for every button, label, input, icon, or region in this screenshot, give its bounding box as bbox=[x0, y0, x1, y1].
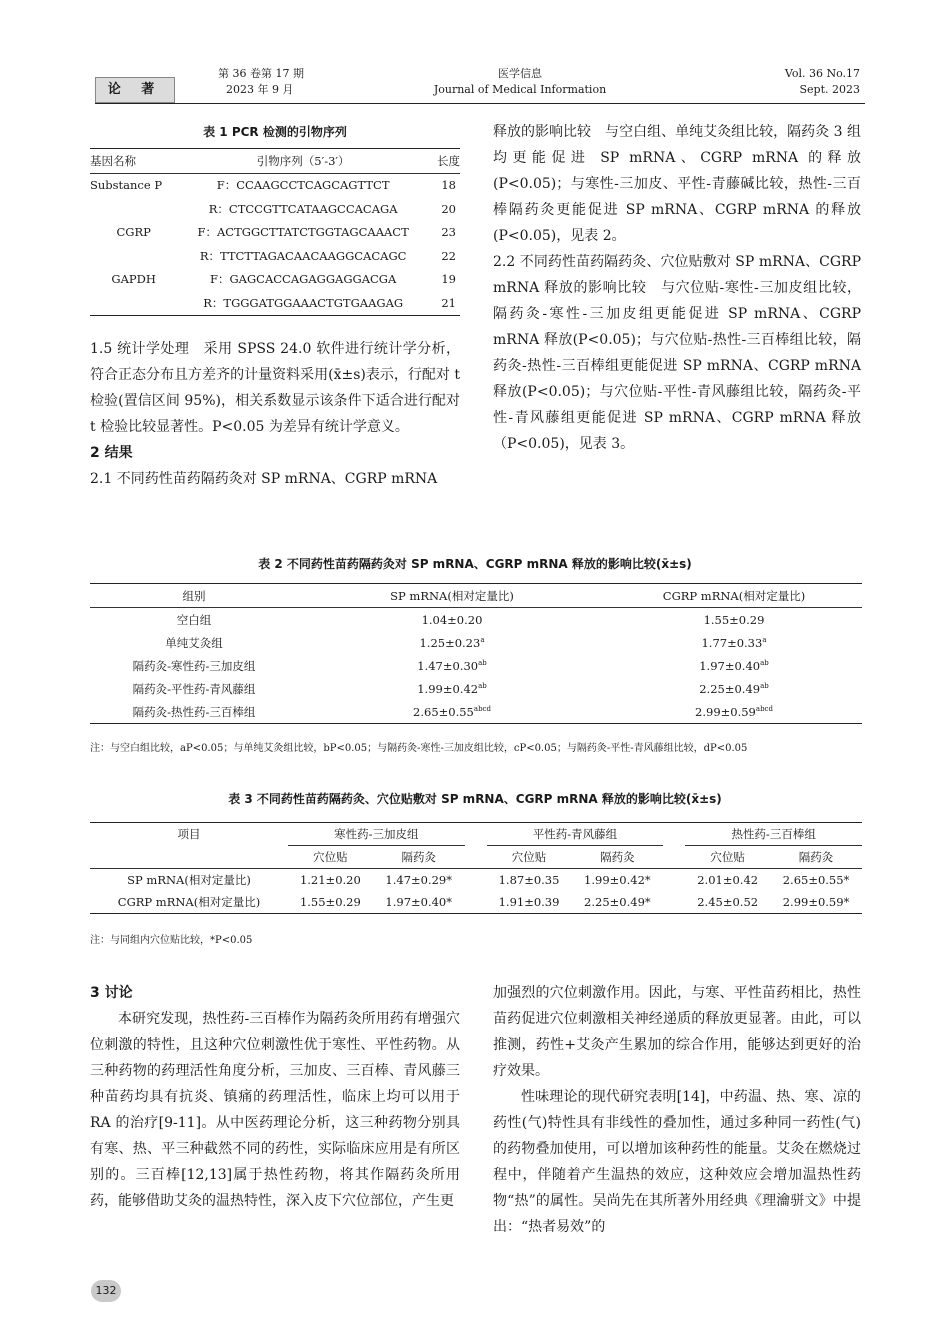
sp-sup: a bbox=[480, 635, 485, 644]
discussion-right bbox=[493, 980, 861, 1240]
sp-sup: ab bbox=[478, 658, 487, 667]
table-row bbox=[90, 221, 460, 245]
item-cell: SP mRNA(相对定量比) bbox=[127, 873, 251, 887]
group-cell: 隔药灸-寒性药-三加皮组 bbox=[132, 658, 256, 673]
len-cell: 22 bbox=[441, 248, 456, 263]
table-row bbox=[90, 869, 862, 892]
table1 bbox=[90, 148, 460, 316]
table1-header-row bbox=[90, 149, 460, 174]
journal-en: Journal of Medical Information bbox=[433, 83, 607, 96]
section-tag: 论 著 bbox=[95, 77, 175, 103]
value-cell: 1.47±0.29* bbox=[385, 873, 453, 887]
discussion-right-paragraph-2: 性味理论的现代研究表明[14]，中药温、热、寒、凉的药性(气)特性具有非线性的叠加性，通过多种同一药性(气)的药物叠加使用，可以增加该种药性的能量。艾灸在燃烧过程中，伴随着产生温热的效应，这种效应会增加温热性药物“热”的属性。吴尚先在其所著外用经典《理瀹骈文》中提出：“热者易效”的 bbox=[493, 1089, 861, 1235]
gene-cell: CGRP bbox=[116, 225, 151, 240]
discussion-left-paragraph: 本研究发现，热性药-三百棒作为隔药灸所用药有增强穴位刺激的特性，且这种穴位刺激性优于寒性、平性药物。从三种药物的药理活性角度分析，三加皮、三百棒、青风藤三种苗药均具有抗炎、镇痛的药理活性，临床上均可以用于 RA 的治疗[9-11]。从中医药理论分析，这三种药物分别具有寒、热、平三种截然不同的药性，实际临床应用是有所区别的。三百棒[12,13]属于热性药物，将其作隔药灸所用药，能够借助艾灸的温热特性，深入皮下穴位部位，产生更 bbox=[90, 1011, 460, 1209]
table3-sub: 隔药灸 bbox=[798, 850, 834, 864]
results-2-1-cont: 释放的影响比较 与空白组、单纯艾灸组比较，隔药灸 3 组均更能促进 SP mRNA、CGRP mRNA 的释放(P<0.05)；与寒性-三加皮、平性-青藤碱比较，热性-三百棒隔药灸更能促进 SP mRNA、CGRP mRNA 的释放(P<0.05)，见表 2。 bbox=[493, 124, 861, 244]
table-row bbox=[90, 700, 862, 724]
table1-h-gene: 基因名称 bbox=[90, 153, 136, 168]
len-cell: 23 bbox=[441, 225, 456, 240]
cgrp-sup: a bbox=[762, 635, 767, 644]
table1-h-len: 长度 bbox=[437, 153, 460, 168]
table3-sub: 穴位贴 bbox=[511, 850, 547, 864]
table3 bbox=[90, 822, 862, 914]
table2-h-sp: SP mRNA(相对定量比) bbox=[390, 588, 514, 603]
page-number: 132 bbox=[91, 1280, 121, 1302]
seq-cell: R：TGGGATGGAAACTGTGAAGAG bbox=[203, 295, 404, 310]
volume-cn: 第 36 卷第 17 期 bbox=[218, 67, 304, 80]
table3-sub: 穴位贴 bbox=[313, 850, 348, 864]
table2-header-row bbox=[90, 584, 862, 608]
group-cell: 空白组 bbox=[176, 612, 212, 627]
gene-cell: GAPDH bbox=[111, 272, 156, 287]
table-row bbox=[90, 654, 862, 677]
value-cell: 1.99±0.42* bbox=[584, 873, 651, 887]
value-cell: 1.87±0.35 bbox=[498, 873, 560, 887]
sp-sup: abcd bbox=[473, 704, 491, 713]
table3-sub: 隔药灸 bbox=[600, 850, 635, 864]
seq-cell: F：GAGCACCAGAGGAGGACGA bbox=[209, 272, 397, 287]
seq-cell: R：TTCTTAGACAACAAGGCACAGC bbox=[199, 248, 407, 263]
seq-cell: F：ACTGGCTTATCTGGTAGCAAACT bbox=[197, 225, 409, 240]
table3-sub: 穴位贴 bbox=[710, 850, 745, 864]
right-column bbox=[493, 119, 861, 457]
cgrp-sup: abcd bbox=[755, 704, 773, 713]
value-cell: 1.55±0.29 bbox=[299, 895, 361, 909]
table-row bbox=[90, 631, 862, 654]
results-2-1-start: 2.1 不同药性苗药隔药灸对 SP mRNA、CGRP mRNA bbox=[90, 471, 438, 487]
sp-value: 1.04±0.20 bbox=[421, 612, 483, 627]
sp-value: 1.99±0.42 bbox=[417, 681, 479, 696]
cgrp-value: 1.55±0.29 bbox=[703, 612, 765, 627]
stats-paragraph: 1.5 统计学处理 采用 SPSS 24.0 软件进行统计学分析，符合正态分布且方差齐的计量资料采用(x̄±s)表示，行配对 t 检验(置信区间 95%)，相关系数显示该条件下适合进行配对 t 检验比较显著性。P<0.05 为差异有统计学意义。 bbox=[90, 341, 460, 435]
sp-value: 1.47±0.30 bbox=[417, 658, 479, 673]
len-cell: 18 bbox=[441, 178, 456, 193]
group-cell: 单纯艾灸组 bbox=[165, 635, 223, 650]
gene-cell bbox=[90, 291, 177, 315]
table-row bbox=[90, 677, 862, 700]
table-row bbox=[90, 173, 460, 197]
table-row bbox=[90, 891, 862, 914]
cgrp-sup: ab bbox=[760, 681, 769, 690]
table-row bbox=[90, 244, 460, 268]
discussion-right-paragraph-1: 加强烈的穴位刺激作用。因此，与寒、平性苗药相比，热性苗药促进穴位刺激相关神经递质的释放更显著。由此，可以推测，药性+艾灸产生累加的综合作用，能够达到更好的治疗效果。 bbox=[493, 985, 861, 1079]
table-row bbox=[90, 291, 460, 315]
discussion-left bbox=[90, 980, 460, 1214]
table3-sub: 隔药灸 bbox=[401, 850, 436, 864]
table2 bbox=[90, 583, 862, 724]
value-cell: 2.99±0.59* bbox=[782, 895, 850, 909]
date-en: Sept. 2023 bbox=[799, 83, 860, 96]
left-column bbox=[90, 336, 460, 492]
table-row bbox=[90, 268, 460, 292]
gene-cell: Substance P bbox=[90, 178, 163, 193]
len-cell: 19 bbox=[441, 272, 456, 287]
item-cell: CGRP mRNA(相对定量比) bbox=[117, 895, 261, 909]
sp-sup: ab bbox=[478, 681, 487, 690]
table3-h-item: 项目 bbox=[177, 827, 201, 841]
cgrp-value: 2.99±0.59 bbox=[695, 704, 756, 719]
value-cell: 1.91±0.39 bbox=[498, 895, 560, 909]
header-rule bbox=[95, 103, 865, 104]
len-cell: 21 bbox=[441, 295, 456, 310]
len-cell: 20 bbox=[441, 201, 456, 216]
cgrp-value: 1.77±0.33 bbox=[701, 635, 763, 650]
table3-group-row bbox=[90, 823, 862, 846]
date-cn: 2023 年 9 月 bbox=[226, 83, 294, 96]
table2-caption: 表 2 不同药性苗药隔药灸对 SP mRNA、CGRP mRNA 释放的影响比较(x̄±s) bbox=[258, 557, 692, 571]
group-cell: 隔药灸-平性药-青风藤组 bbox=[132, 681, 256, 696]
results-2-2: 2.2 不同药性苗药隔药灸、穴位贴敷对 SP mRNA、CGRP mRNA 释放的影响比较 与穴位贴-寒性-三加皮组比较，隔药灸-寒性-三加皮组更能促进 SP mRNA、CGRP mRNA 释放(P<0.05)；与穴位贴-热性-三百棒组比较，隔药灸-热性-三百棒组更能促进 SP mRNA、CGRP mRNA 释放(P<0.05)；与穴位贴-平性-青风藤组比较，隔药灸-平性-青风藤组更能促进 SP mRNA、CGRP mRNA 释放（P<0.05)，见表 3。 bbox=[493, 254, 861, 452]
value-cell: 2.65±0.55* bbox=[782, 873, 850, 887]
table3-h-group-hot: 热性药-三百棒组 bbox=[685, 823, 862, 846]
table2-h-group: 组别 bbox=[182, 588, 206, 603]
seq-cell: F：CCAAGCCTCAGCAGTTCT bbox=[216, 178, 390, 193]
cgrp-sup: ab bbox=[760, 658, 769, 667]
value-cell: 1.21±0.20 bbox=[299, 873, 361, 887]
table1-h-seq: 引物序列（5′-3′） bbox=[256, 153, 350, 168]
table-row bbox=[90, 197, 460, 221]
table1-caption: 表 1 PCR 检测的引物序列 bbox=[203, 125, 347, 139]
table3-h-group-neutral: 平性药-青风藤组 bbox=[487, 823, 664, 846]
cgrp-value: 1.97±0.40 bbox=[699, 658, 761, 673]
table2-h-cgrp: CGRP mRNA(相对定量比) bbox=[662, 588, 806, 603]
journal-cn: 医学信息 bbox=[498, 67, 542, 80]
table-row bbox=[90, 608, 862, 632]
value-cell: 2.45±0.52 bbox=[697, 895, 759, 909]
gene-cell bbox=[90, 244, 177, 268]
results-heading: 2 结果 bbox=[90, 445, 133, 461]
group-cell: 隔药灸-热性药-三百棒组 bbox=[132, 704, 256, 719]
table2-note: 注：与空白组比较，aP<0.05；与单纯艾灸组比较，bP<0.05；与隔药灸-寒性-三加皮组比较，cP<0.05；与隔药灸-平性-青风藤组比较，dP<0.05 bbox=[90, 743, 748, 754]
sp-value: 2.65±0.55 bbox=[413, 704, 474, 719]
gene-cell bbox=[90, 197, 177, 221]
value-cell: 2.01±0.42 bbox=[697, 873, 759, 887]
value-cell: 1.97±0.40* bbox=[385, 895, 453, 909]
table3-note: 注：与同组内穴位贴比较，*P<0.05 bbox=[90, 935, 253, 946]
sp-value: 1.25±0.23 bbox=[419, 635, 481, 650]
volume-en: Vol. 36 No.17 bbox=[784, 67, 860, 80]
cgrp-value: 2.25±0.49 bbox=[699, 681, 761, 696]
value-cell: 2.25±0.49* bbox=[584, 895, 651, 909]
table3-h-group-cold: 寒性药-三加皮组 bbox=[288, 823, 465, 846]
seq-cell: R：CTCCGTTCATAAGCCACAGA bbox=[208, 201, 398, 216]
table3-caption: 表 3 不同药性苗药隔药灸、穴位贴敷对 SP mRNA、CGRP mRNA 释放的影响比较(x̄±s) bbox=[228, 792, 722, 806]
discussion-heading: 3 讨论 bbox=[90, 985, 133, 1001]
